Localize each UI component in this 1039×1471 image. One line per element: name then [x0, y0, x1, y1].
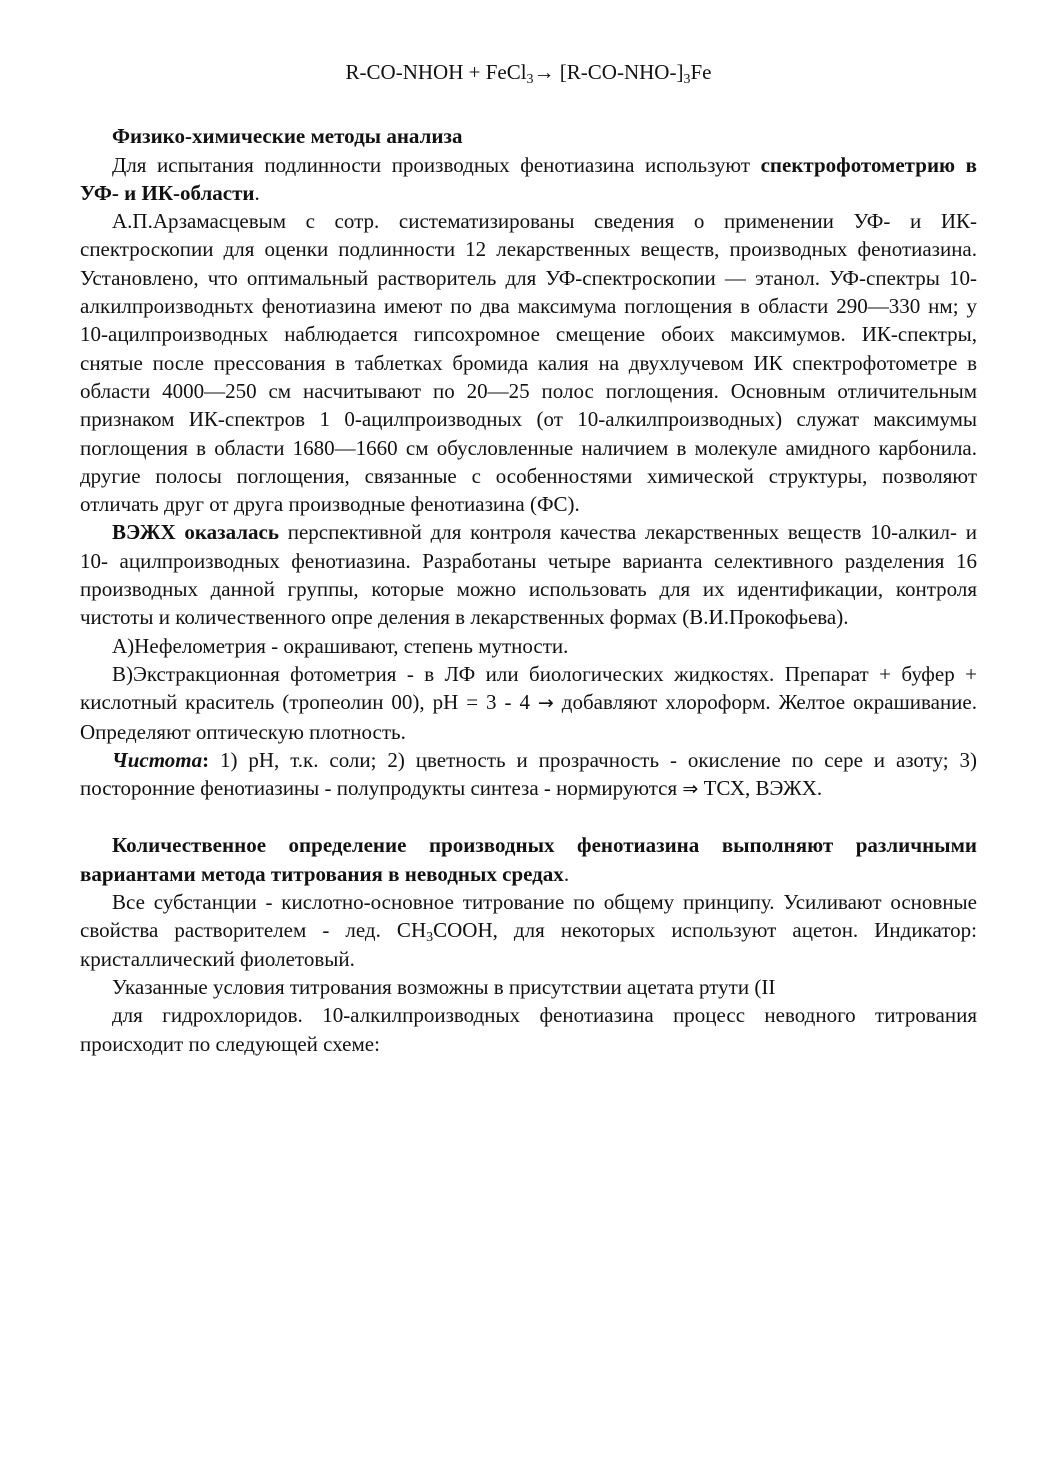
bold-term-spectrophotometry: спектрофотометрию в УФ- и ИК-области [80, 152, 977, 205]
formula-subscript-1: 3 [526, 72, 534, 87]
paragraph-text: перспективной для контроля качества лекарственных веществ 10-алкил- и 10- ацилпроизводных фенотиазина. Разработаны четыре варианта селективного разделения 16 производных данной группы, которые можно использовать для их идентификации, контроля чистоты и количественного опре деления в лекарственных формах (В.И.Прокофьева). [80, 520, 977, 630]
paragraph-mercury-acetate: Указанные условия титрования возможны в присутствии ацетата ртути (II [112, 974, 776, 999]
purity-colon: : [202, 747, 210, 772]
paragraph-text-continued: ТСХ, ВЭЖХ. [698, 776, 823, 801]
formula-middle: → [R-CO-NHO-] [533, 60, 684, 84]
paragraph-hplc [80, 518, 977, 631]
bold-heading-quantitative: Количественное определение производных фенотиазина выполняют различными вариантами метода титрования в неводных средах [80, 833, 977, 886]
paragraph-purity [80, 746, 977, 804]
paragraph-arzamastsev: А.П.Арзамасцевым с сотр. систематизированы сведения о применении УФ- и ИК-спектроскопии для оценки подлинности 12 лекарственных веществ, производных фенотиазина. Установлено, что оптимальный растворитель для УФ-спектроскопии — этанол. УФ-спектры 10-алкилпроизводньтх фенотиазина имеют по два максимума поглощения в области 290—330 нм; у 10-ацилпроизводных наблюдается гипсохромное смещение обоих максимумов. ИК-спектры, снятые после прессования в таблетках бромида калия на двухлучевом ИК спектрофотометре в области 4000—250 см насчитывают по 20—25 полос поглощения. Основным отличительным признаком ИК-спектров 1 0-ацилпроизводных (от 10-алкилпроизводных) служат максимумы поглощения в области 1680—1660 см обусловленные наличием в молекуле амидного карбонила. другие полосы поглощения, связанные с особенностями химической структуры, позволяют отличать друг от друга производные фенотиазина (ФС). [80, 209, 977, 517]
document-page [80, 58, 977, 1058]
paragraph-text: Для испытания подлинности производных фенотиазина используют [112, 152, 761, 177]
paragraph-titration [80, 888, 977, 973]
paragraph-extraction-photometry [80, 660, 977, 746]
bold-term-hplc: ВЭЖХ оказалась [112, 520, 279, 545]
bold-italic-term-purity: Чистота [112, 747, 203, 772]
paragraph-nephelometry: А)Нефелометрия - окрашивают, степень мутности. [112, 633, 569, 658]
formula-right: Fe [690, 60, 712, 84]
paragraph-text-continued: добавляют хлороформ. Желтое окрашивание. Определяют оптическую плотность. [80, 690, 977, 744]
paragraph-hydrochlorides: для гидрохлоридов. 10-алкилпроизводных фенотиазина процесс неводного титрования происходит по следующей схеме: [80, 1003, 977, 1056]
paragraph-text: 1) рН, т.к. соли; 2) цветность и прозрачность - окисление по сере и азоту; 3) посторонние фенотиазины - полупродукты синтеза - нормируются [80, 747, 977, 801]
right-arrow-icon: → [537, 692, 554, 715]
implies-arrow-icon: ⇒ [682, 778, 699, 801]
paragraph-identity-methods [80, 151, 977, 208]
heading-end: . [563, 861, 570, 886]
formula-left: R-CO-NHOH + FeCl [345, 60, 527, 84]
chem-subscript: 3 [426, 930, 434, 946]
section-heading-physchem: Физико-химические методы анализа [112, 124, 463, 149]
paragraph-text-continued: COOH, для некоторых используют ацетон. Индикатор: кристаллический фиолетовый. [80, 918, 977, 971]
section-heading-quantitative [80, 831, 977, 888]
paragraph-text: В)Экстракционная фотометрия - в ЛФ или биологических жидкостях. Препарат + буфер + кислотный краситель (тропеолин 00), рН = 3 - 4 [80, 661, 977, 715]
paragraph-text: Все субстанции - кислотно-основное титрование по общему принципу. Усиливают основные свойства растворителем - лед. CH [80, 890, 977, 943]
formula-subscript-2: 3 [683, 72, 691, 87]
reaction-formula [80, 58, 977, 86]
spacer [80, 803, 977, 831]
paragraph-end: . [254, 180, 260, 205]
